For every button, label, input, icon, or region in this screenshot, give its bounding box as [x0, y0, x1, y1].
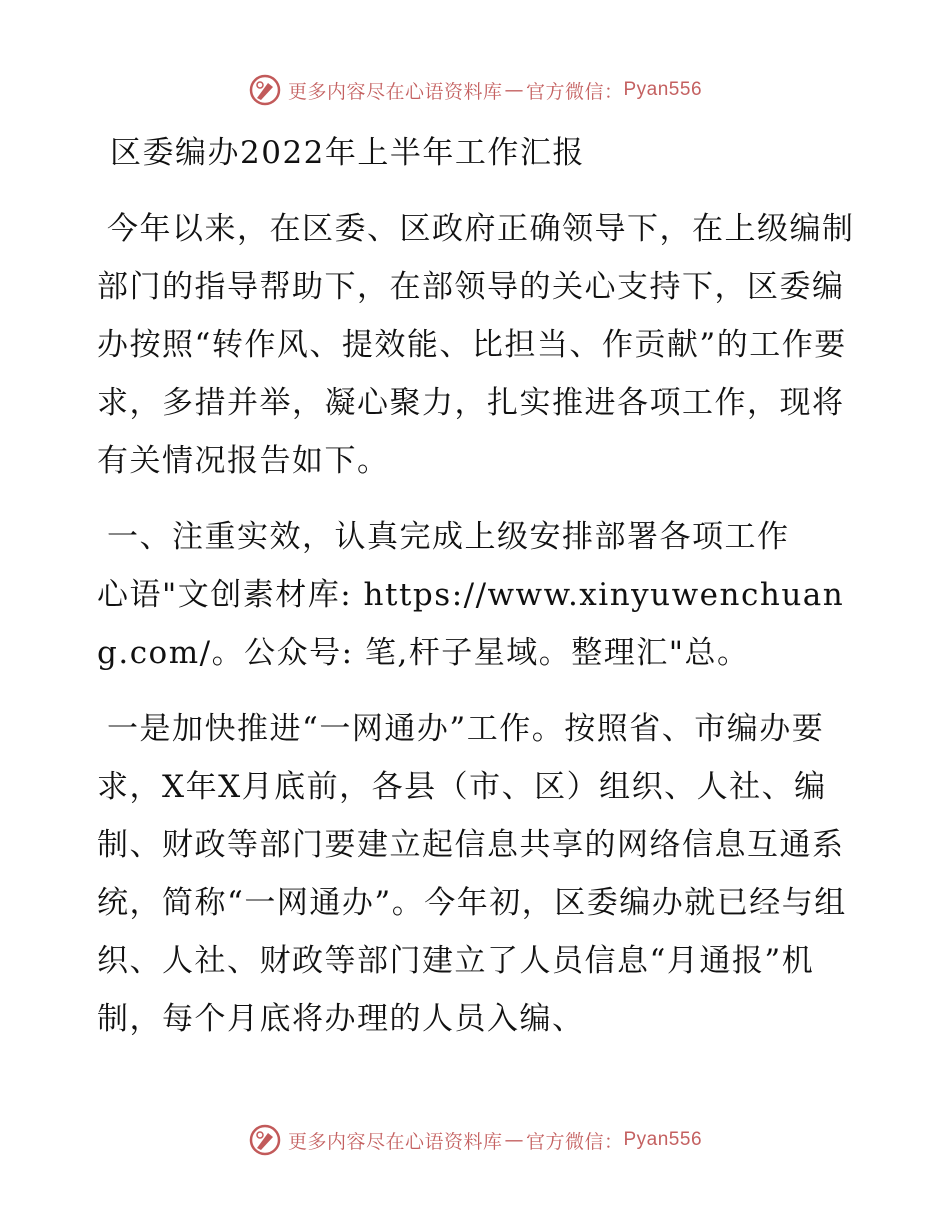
banner-wechat-id: Pyan556 — [623, 1129, 703, 1150]
banner-text: 更多内容尽在心语资料库 — [287, 1130, 503, 1153]
banner-separator: — — [504, 1129, 524, 1151]
document-title: 区委编办2022年上半年工作汇报 — [110, 135, 585, 171]
footer-watermark-banner — [0, 1120, 950, 1160]
banner-text: 更多内容尽在心语资料库 — [287, 80, 503, 103]
pen-nib-logo-icon — [248, 1123, 282, 1157]
header-watermark-banner — [0, 70, 950, 110]
document-body — [97, 118, 857, 1048]
paragraph-intro: 今年以来，在区委、区政府正确领导下，在上级编制部门的指导帮助下，在部领导的关心支持下，区委编办按照“转作风、提效能、比担当、作贡献”的工作要求，多措并举，凝心聚力，扎实推进各项工作，现将有关情况报告如下。 — [97, 211, 855, 479]
banner-wechat-id: Pyan556 — [623, 79, 703, 100]
banner-wechat-label: 官方微信： — [525, 1130, 624, 1153]
banner-separator: — — [504, 79, 524, 101]
promo-paragraph: 心语"文创素材库: https://www.xinyuwenchuang.com/。公众号: 笔,杆子星域。整理汇"总。 — [97, 577, 845, 671]
section-heading-1: 一、注重实效，认真完成上级安排部署各项工作 — [107, 519, 790, 555]
pen-nib-logo-icon — [248, 73, 282, 107]
banner-wechat-label: 官方微信： — [525, 80, 624, 103]
paragraph-item-1: 一是加快推进“一网通办”工作。按照省、市编办要求，X年X月底前，各县（市、区）组织、人社、编制、财政等部门要建立起信息共享的网络信息互通系统，简称“一网通办”。今年初，区委编办就已经与组织、人社、财政等部门建立了人员信息“月通报”机制，每个月底将办理的人员入编、 — [97, 711, 847, 1037]
